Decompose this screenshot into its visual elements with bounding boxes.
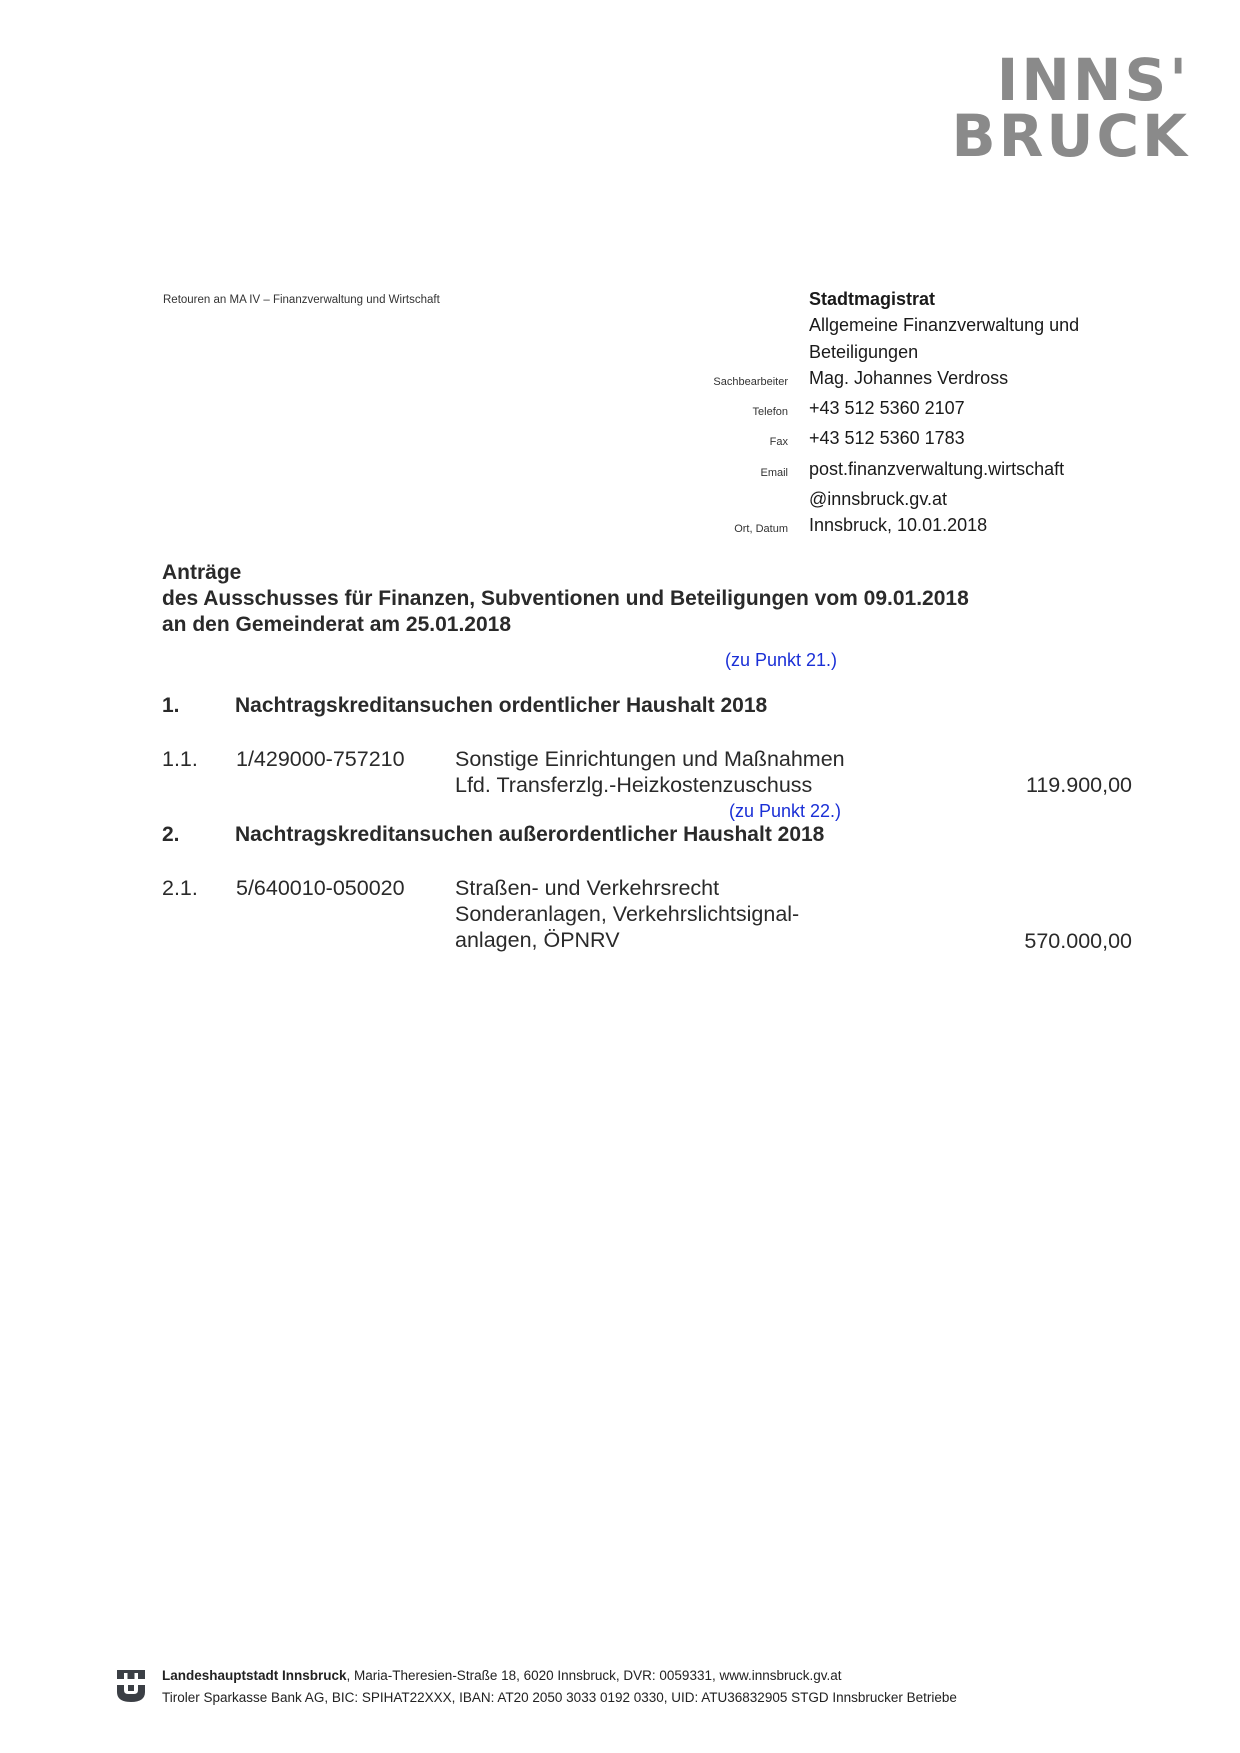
place-date-label: Ort, Datum (734, 523, 788, 536)
item-2-1-desc-line-1: Straßen- und Verkehrsrecht (455, 876, 720, 900)
item-2-1-desc-line-2: Sonderanlagen, Verkehrslichtsignal- (455, 902, 800, 926)
footer-address: , Maria-Theresien-Straße 18, 6020 Innsbruck, DVR: 0059331, www.innsbruck.gv.at (346, 1668, 842, 1683)
section-1-number: 1. (162, 694, 180, 717)
footer-line-2: Tiroler Sparkasse Bank AG, BIC: SPIHAT22XXX, IBAN: AT20 2050 3033 0192 0330, UID: ATU36832905 STGD Innsbrucker Betriebe (162, 1690, 957, 1705)
agenda-note-21: (zu Punkt 21.) (725, 650, 838, 670)
title-line-1: Anträge (162, 561, 242, 584)
logo-line-2: BRUCK (951, 102, 1190, 170)
clerk-label: Sachbearbeiter (713, 375, 788, 388)
footer-org-name: Landeshauptstadt Innsbruck (162, 1668, 347, 1683)
title-line-2: des Ausschusses für Finanzen, Subventionen und Beteiligungen vom 09.01.2018 (162, 587, 969, 610)
logo-line-1: INNS' (996, 46, 1190, 114)
sender-block (700, 286, 1140, 543)
footer-line-1 (162, 1665, 957, 1687)
item-2-1-number: 2.1. (162, 876, 198, 900)
department-title: Stadtmagistrat (809, 289, 936, 309)
item-2-1-desc-line-3: anlagen, ÖPNRV (455, 928, 620, 952)
department-line: Beteiligungen (809, 341, 919, 362)
innsbruck-logo (951, 46, 1190, 170)
item-2-1-amount: 570.000,00 (1024, 929, 1132, 953)
city-emblem-icon (115, 1668, 147, 1706)
clerk-name: Mag. Johannes Verdross (809, 367, 1009, 388)
fax-value: +43 512 5360 1783 (809, 428, 965, 449)
phone-label: Telefon (752, 406, 788, 419)
item-1-1-description (455, 746, 845, 798)
item-2-1-description (455, 875, 799, 953)
section-2-heading (162, 823, 1122, 849)
email-value-line-2: @innsbruck.gv.at (809, 489, 947, 510)
return-address: Retouren an MA IV – Finanzverwaltung und Wirtschaft (163, 294, 440, 306)
item-1-1-number: 1.1. (162, 747, 198, 771)
section-2-title: Nachtragskreditansuchen außerordentlicher Haushalt 2018 (235, 823, 825, 846)
item-1-1-amount: 119.900,00 (1025, 773, 1132, 797)
place-date-value: Innsbruck, 10.01.2018 (809, 515, 988, 536)
section-1-title: Nachtragskreditansuchen ordentlicher Haushalt 2018 (235, 694, 768, 717)
item-1-1-desc-line-1: Sonstige Einrichtungen und Maßnahmen (455, 747, 845, 771)
email-label: Email (760, 466, 788, 479)
item-1-1-desc-line-2: Lfd. Transferzlg.-Heizkostenzuschuss (455, 773, 813, 797)
department-line: Allgemeine Finanzverwaltung und (809, 315, 1080, 336)
email-value-line-1: post.finanzverwaltung.wirtschaft (809, 458, 1065, 479)
item-1-1-account: 1/429000-757210 (236, 747, 405, 771)
phone-value: +43 512 5360 2107 (809, 398, 965, 419)
agenda-note-22: (zu Punkt 22.) (729, 801, 842, 821)
title-line-3: an den Gemeinderat am 25.01.2018 (162, 613, 512, 636)
section-2-number: 2. (162, 823, 180, 846)
fax-label: Fax (769, 436, 788, 449)
footer (162, 1665, 957, 1709)
section-1-heading (162, 694, 1062, 720)
item-2-1-account: 5/640010-050020 (236, 876, 405, 900)
document-title (162, 560, 969, 638)
